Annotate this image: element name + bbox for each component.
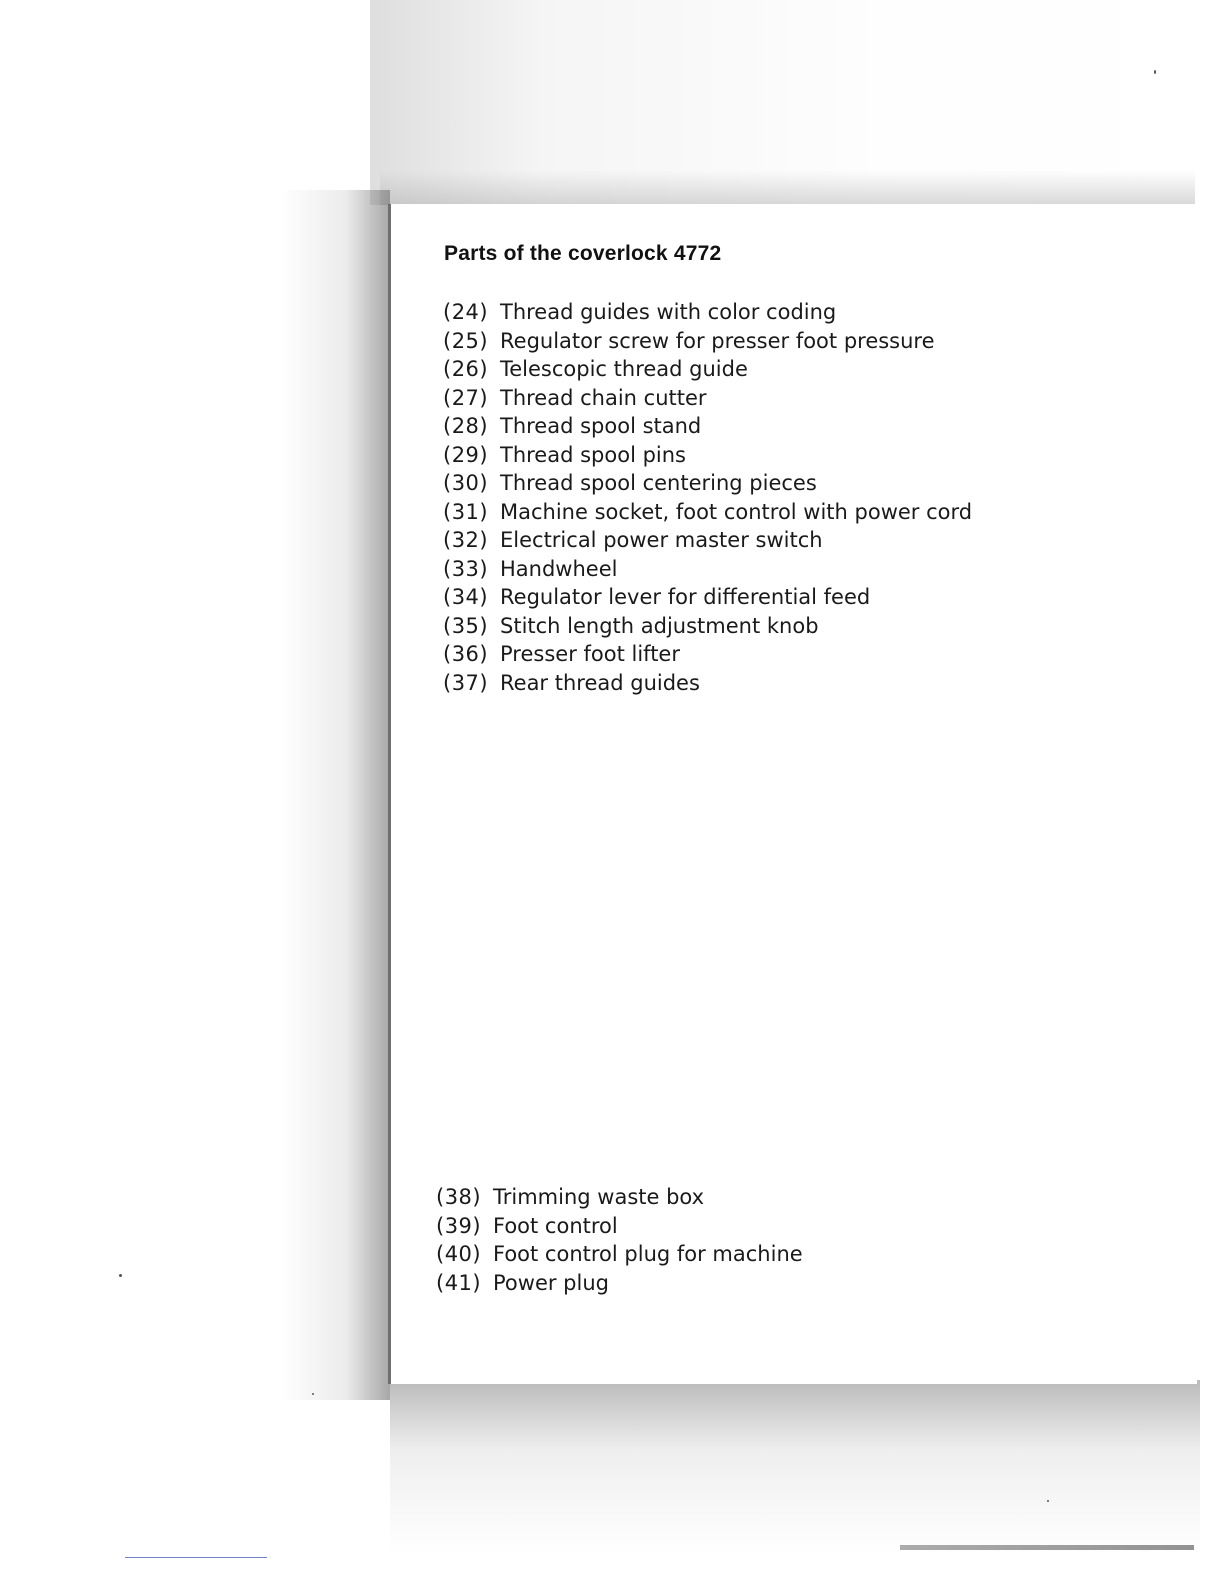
part-label: Thread spool pins bbox=[500, 442, 686, 467]
list-item bbox=[443, 642, 972, 671]
list-item bbox=[443, 329, 972, 358]
footer-rule-left bbox=[125, 1557, 267, 1558]
page-title: Parts of the coverlock 4772 bbox=[444, 242, 722, 265]
list-item bbox=[436, 1214, 803, 1243]
part-label: Regulator lever for differential feed bbox=[500, 585, 871, 609]
part-label: Foot control bbox=[493, 1213, 618, 1238]
scan-speck bbox=[312, 1393, 314, 1395]
part-number: (30) bbox=[443, 471, 489, 495]
part-label: Presser foot lifter bbox=[500, 642, 680, 666]
part-label: Machine socket, foot control with power cord bbox=[500, 499, 973, 524]
manual-page bbox=[388, 204, 1197, 1384]
part-number: (24) bbox=[443, 300, 489, 324]
scan-speck bbox=[1154, 70, 1156, 74]
part-label: Trimming waste box bbox=[493, 1185, 705, 1209]
part-number: (25) bbox=[443, 328, 489, 353]
part-label: Regulator screw for presser foot pressure bbox=[500, 328, 935, 353]
part-label: Thread guides with color coding bbox=[500, 300, 837, 324]
list-item bbox=[443, 357, 972, 386]
list-item bbox=[436, 1242, 803, 1271]
list-item bbox=[443, 585, 972, 614]
parts-list-upper bbox=[443, 300, 972, 699]
part-number: (29) bbox=[443, 442, 489, 467]
list-item bbox=[443, 557, 972, 586]
part-number: (34) bbox=[443, 585, 489, 609]
parts-list-lower bbox=[436, 1185, 803, 1299]
scan-shadow-top-edge bbox=[380, 170, 1195, 205]
part-number: (35) bbox=[443, 613, 489, 638]
part-number: (37) bbox=[443, 670, 489, 695]
list-item bbox=[443, 614, 972, 643]
list-item bbox=[443, 528, 972, 557]
list-item bbox=[443, 671, 972, 700]
list-item bbox=[443, 300, 972, 329]
list-item bbox=[443, 414, 972, 443]
part-number: (36) bbox=[443, 642, 489, 666]
scan-shadow-left bbox=[280, 190, 390, 1400]
list-item bbox=[443, 443, 972, 472]
part-number: (26) bbox=[443, 357, 489, 381]
part-label: Stitch length adjustment knob bbox=[500, 613, 819, 638]
part-label: Foot control plug for machine bbox=[493, 1242, 803, 1266]
scan-shadow-bottom bbox=[390, 1380, 1200, 1555]
scan-speck bbox=[119, 1274, 122, 1277]
part-label: Telescopic thread guide bbox=[500, 357, 748, 381]
part-label: Electrical power master switch bbox=[500, 528, 823, 552]
part-label: Thread spool stand bbox=[500, 414, 702, 438]
list-item bbox=[436, 1271, 803, 1300]
list-item bbox=[443, 471, 972, 500]
part-number: (28) bbox=[443, 414, 489, 438]
part-number: (31) bbox=[443, 499, 489, 524]
part-label: Handwheel bbox=[500, 556, 618, 581]
list-item bbox=[443, 500, 972, 529]
part-number: (41) bbox=[436, 1270, 482, 1295]
part-number: (38) bbox=[436, 1185, 482, 1209]
part-label: Thread spool centering pieces bbox=[500, 471, 817, 495]
list-item bbox=[443, 386, 972, 415]
part-number: (40) bbox=[436, 1242, 482, 1266]
part-label: Rear thread guides bbox=[500, 670, 700, 695]
scan-speck bbox=[1047, 1500, 1049, 1502]
list-item bbox=[436, 1185, 803, 1214]
part-number: (39) bbox=[436, 1213, 482, 1238]
part-number: (32) bbox=[443, 528, 489, 552]
footer-rule-right bbox=[900, 1545, 1194, 1550]
part-number: (27) bbox=[443, 385, 489, 410]
part-number: (33) bbox=[443, 556, 489, 581]
part-label: Power plug bbox=[493, 1270, 609, 1295]
part-label: Thread chain cutter bbox=[500, 385, 707, 410]
